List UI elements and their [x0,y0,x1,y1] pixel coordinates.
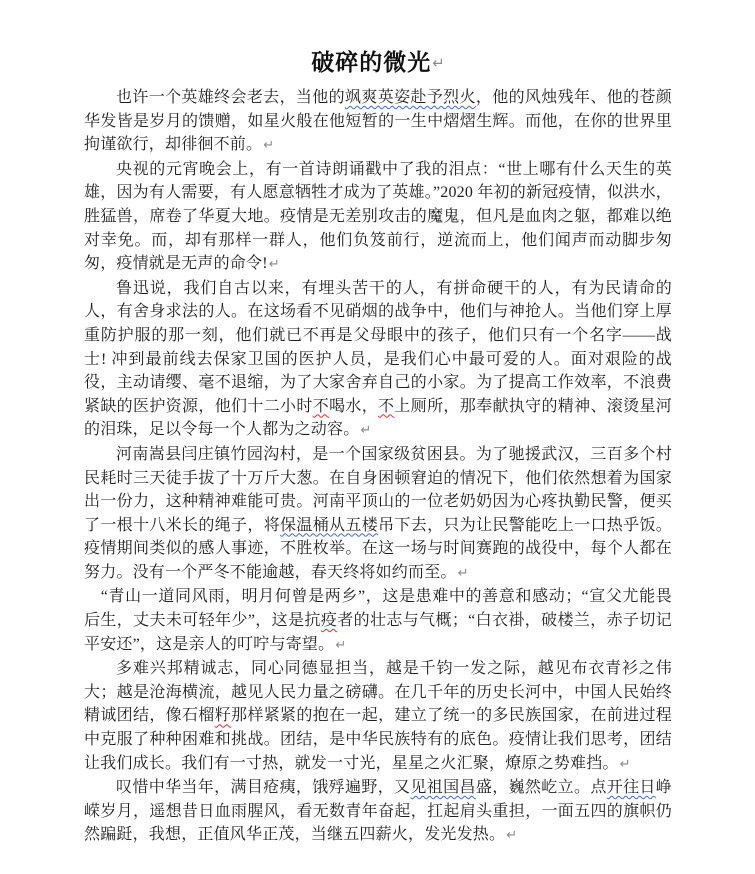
grammar-error-text: 保温桶从五楼 [280,516,379,534]
paragraph-mark-icon: ↵ [432,54,445,72]
text-run: 也许一个英雄终会老去，当他的 [116,89,345,106]
spelling-error-text: 不 [312,397,330,415]
document-body[interactable] [84,86,672,848]
grammar-error-text: 见祖国昌 [410,779,476,797]
paragraph-mark-icon: ↵ [335,637,347,653]
paragraph[interactable] [84,657,672,776]
spelling-error-text: 籽 [214,707,232,725]
grammar-error-text: 开往日 [606,779,656,797]
text-run: “青山一道同风雨，明月何曾是两乡”，这是患难中的善意和感动；“宣父尤能畏后生，丈夫未可轻年少”，这是抗 [84,588,672,630]
spelling-error-text: 疫 [320,612,338,630]
paragraph-mark-icon: ↵ [263,138,275,154]
paragraph-mark-icon: ↵ [457,565,469,581]
text-run: 者的壮志与气概；“白衣褂，破楼兰，赤子切记平安还”，这是亲人的叮咛与寄望。 [84,612,672,653]
text-run: 河南嵩县闫庄镇竹园沟村，是一个国家级贫困县。为了驰援武汉，三百多个村民耗时三天徒手拔了十万斤大葱。在自身困顿窘迫的情况下，他们依然想着为国家出一份力，这种精神难能可贵。河南平顶山的一位老奶奶因为心疼执勤民警，便买了一根十八米长的绳子，将 [84,445,672,534]
paragraph[interactable] [84,776,672,848]
paragraph[interactable] [84,158,672,277]
text-run: 叹惜中华当年，满目疮痍，饿殍遍野，又 [116,779,411,797]
document-title[interactable]: 破碎的微光 [311,50,432,75]
text-run: 多难兴邦精诚志，同心同德显担当，越是千钧一发之际，越见布衣青衫之伟大；越是沧海横流，越见人民力量之磅礴。在几千年的历史长河中，中国人民始终精诚团结，像石榴 [84,660,672,725]
paragraph-mark-icon: ↵ [360,423,372,439]
text-run: 上厕所，那奉献执守的精神、滚烫星河的泪珠，足以令每一个人都为之动容。 [84,397,673,439]
paragraph[interactable] [84,277,672,443]
grammar-error-text: 飒爽英姿赴予烈火 [345,89,476,106]
paragraph-mark-icon: ↵ [506,828,518,844]
paragraph[interactable] [84,443,672,586]
paragraph-mark-icon: ↵ [268,257,280,273]
text-run: ，他的风烛残年、他的苍颜华发皆是岁月的馈赠，如星火般在他短暂的一生中熠熠生辉。而他，在你的世界里拘谨欲行，却徘徊不前。 [84,89,672,154]
text-run: 喝水， [329,397,379,415]
paragraph-mark-icon: ↵ [619,756,631,772]
text-run: 吊下去，只为让民警能吃上一口热乎饭。疫情期间类似的感人事迹，不胜枚举。在这一场与时间赛跑的战役中，每个人都在努力。没有一个严冬不能逾越，春天终将如约而至。 [84,516,673,581]
paragraph[interactable] [84,86,672,158]
text-run: 那样紧紧的抱在一起，建立了统一的多民族国家，在前进过程中克服了种种困难和挑战。团结，是中华民族特有的底色。疫情让我们思考，团结让我们成长。我们有一寸热，就发一寸光，星星之火汇聚，燎原之势难挡。 [84,707,672,772]
text-run: 鲁迅说，我们自古以来，有埋头苦干的人，有拼命硬干的人，有为民请命的人，有舍身求法的人。在这场看不见硝烟的战争中，他们与神抢人。当他们穿上厚重防护服的那一刻，他们就已不再是父母眼中的孩子，他们只有一个名字——战士! 冲到最前线去保家卫国的医护人员，是我们心中最可爱的人。面对艰险的战役，主动请缨、毫不退缩，为了大家舍弃自己的小家。为了提高工作效率，不浪费紧缺的医护资源，他们十二小时 [84,279,672,415]
text-run: 峥嵘岁月，遥想昔日血雨腥风，看无数青年奋起，扛起肩头重担，一面五四的旗帜仍然蹁跹，我想，正值风华正茂，当继五四薪火，发光发热。 [84,779,672,844]
spelling-error-text: 不 [378,397,395,415]
title-line [84,48,672,78]
paragraph[interactable] [84,585,672,657]
text-run: 盛，巍然屹立。点 [475,779,607,797]
text-run: 央视的元宵晚会上，有一首诗朗诵戳中了我的泪点：“世上哪有什么天生的英雄，因为有人需要，有人愿意牺牲才成为了英雄。”2020 年初的新冠疫情，似洪水，胜猛兽，席卷了华夏大地。疫情是无差别攻击的魔鬼，但凡是血肉之躯，都难以绝对幸免。而，却有那样一群人，他们负笈前行，逆流而上，他们闻声而动脚步匆匆，疫情就是无声的命令! [84,160,672,273]
